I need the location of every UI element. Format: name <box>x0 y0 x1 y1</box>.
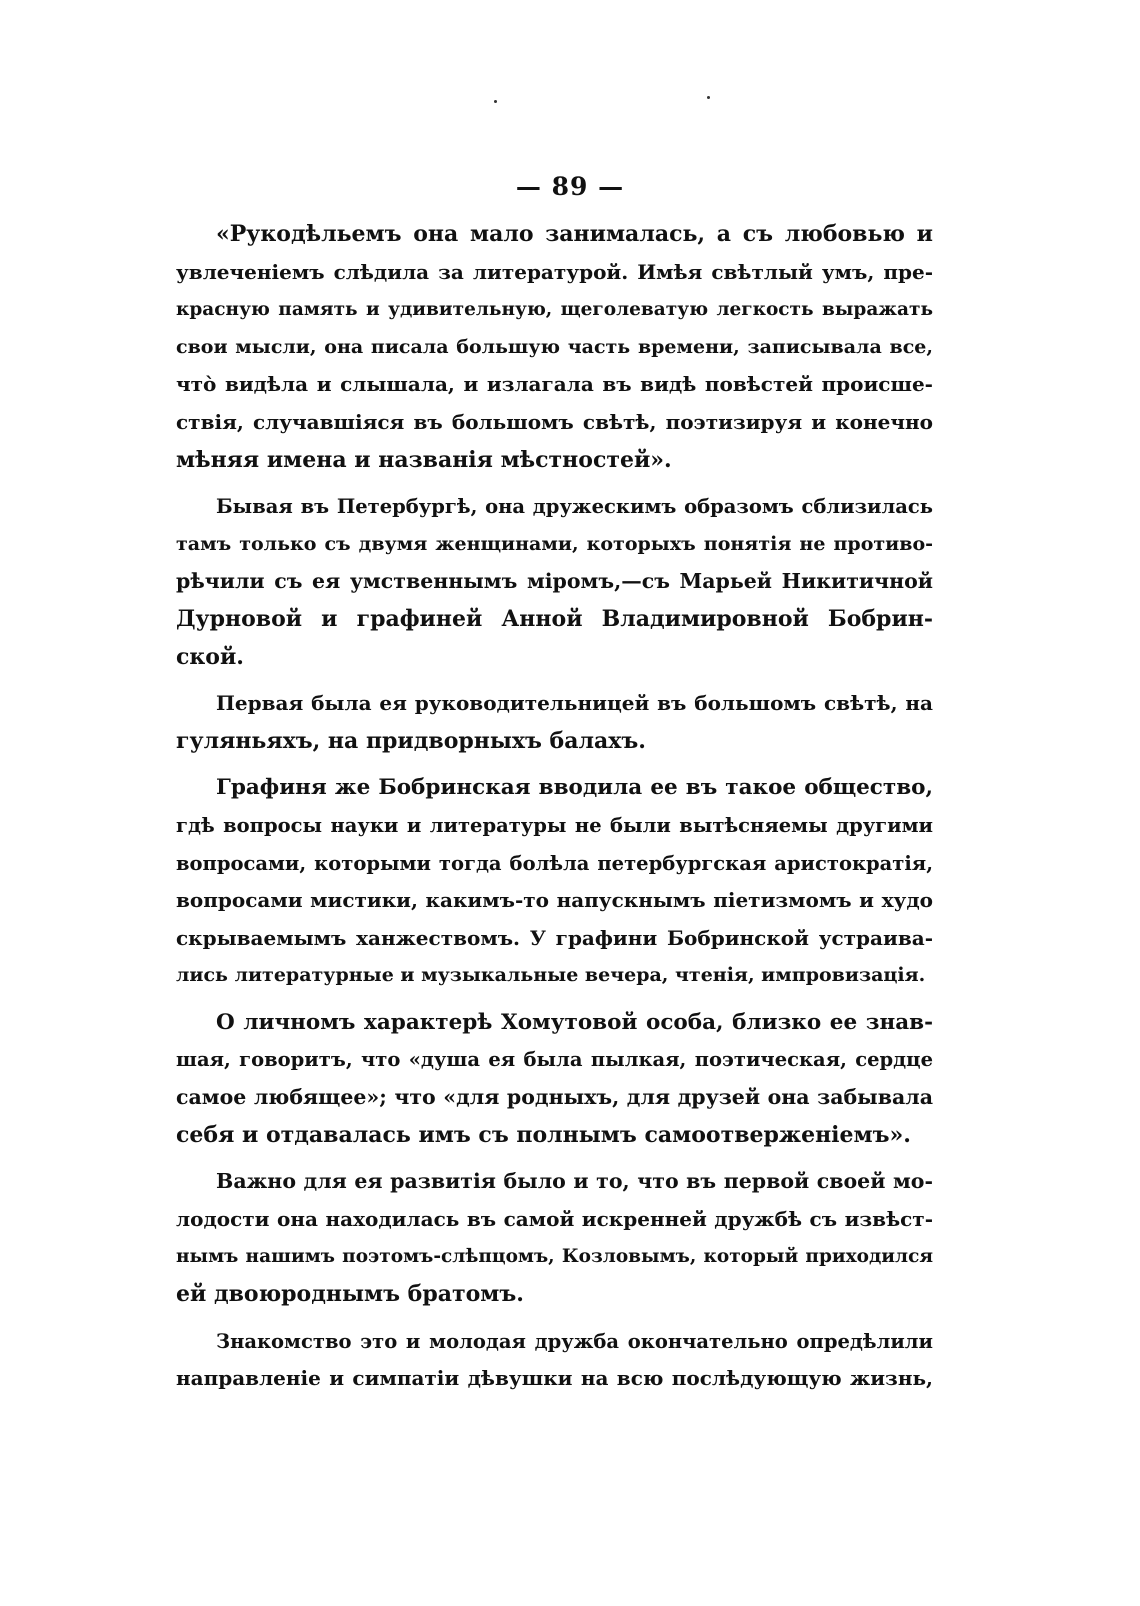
text-line: что̀ видѣла и слышала, и излагала въ видѣ повѣстей происше- <box>176 372 933 397</box>
text-line: Графиня же Бобринская вводила ее въ такое общество, <box>216 775 933 801</box>
text-line: увлеченіемъ слѣдила за литературой. Имѣя свѣтлый умъ, пре- <box>176 259 933 284</box>
text-line: Важно для ея развитія было и то, что въ первой своей мо- <box>216 1169 933 1194</box>
text-line: Бывая въ Петербургѣ, она дружескимъ образомъ сблизилась <box>216 495 933 519</box>
text-line: шая, говоритъ, что «душа ея была пылкая, поэтическая, сердце <box>176 1048 933 1072</box>
print-speck <box>707 96 710 99</box>
text-line: гдѣ вопросы науки и литературы не были вытѣсняемы другими <box>176 813 933 837</box>
text-line: направленіе и симпатіи дѣвушки на всю послѣдующую жизнь, <box>176 1366 933 1391</box>
text-line: свои мысли, она писала большую часть времени, записывала все, <box>176 335 933 358</box>
text-line: мѣняя имена и названія мѣстностей». <box>176 446 672 473</box>
paragraph <box>176 685 933 760</box>
text-line: вопросами мистики, какимъ-то напускнымъ піетизмомъ и худо <box>176 888 933 913</box>
text-line: вопросами, которыми тогда болѣла петербургская аристократія, <box>176 851 933 875</box>
text-line: нымъ нашимъ поэтомъ-слѣпцомъ, Козловымъ, который приходился <box>176 1246 933 1268</box>
body-text <box>176 216 933 1407</box>
paragraph <box>176 1004 933 1154</box>
page-number: — 89 — <box>515 172 625 201</box>
text-line: Первая была ея руководительницей въ большомъ свѣтѣ, на <box>216 691 933 716</box>
paragraph <box>176 1163 933 1313</box>
text-line: самое любящее»; что «для родныхъ, для друзей она забывала <box>176 1085 933 1110</box>
text-line: тамъ только съ двумя женщинами, которыхъ понятія не противо- <box>176 532 933 555</box>
text-line: Дурновой и графиней Анной Владимировной Бобрин- <box>176 605 933 632</box>
paragraph <box>176 488 933 676</box>
text-line: рѣчили съ ея умственнымъ міромъ,—съ Марьей Никитичной <box>176 569 933 594</box>
paragraph <box>176 769 933 995</box>
text-line: ствія, случавшіяся въ большомъ свѣтѣ, поэтизируя и конечно <box>176 409 933 434</box>
text-line: себя и отдавалась имъ съ полнымъ самоотверженіемъ». <box>176 1121 911 1148</box>
text-line: ской. <box>176 643 244 670</box>
paragraph <box>176 1323 933 1398</box>
paragraph <box>176 216 933 479</box>
text-line: ей двоюроднымъ братомъ. <box>176 1281 524 1308</box>
text-line: Знакомство это и молодая дружба окончательно опредѣлили <box>216 1329 933 1353</box>
print-speck <box>494 100 497 103</box>
text-line: красную память и удивительную, щеголеватую легкость выражать <box>176 299 933 321</box>
text-line: гуляньяхъ, на придворныхъ балахъ. <box>176 727 646 754</box>
text-line: скрываемымъ ханжествомъ. У графини Бобринской устраива- <box>176 925 933 950</box>
text-line: О личномъ характерѣ Хомутовой особа, близко ее знав- <box>216 1009 933 1035</box>
text-line: лодости она находилась въ самой искренней дружбѣ съ извѣст- <box>176 1206 933 1231</box>
text-line: лись литературные и музыкальные вечера, чтенія, импровизація. <box>176 964 926 987</box>
text-line: «Рукодѣльемъ она мало занималась, а съ любовью и <box>216 221 933 247</box>
